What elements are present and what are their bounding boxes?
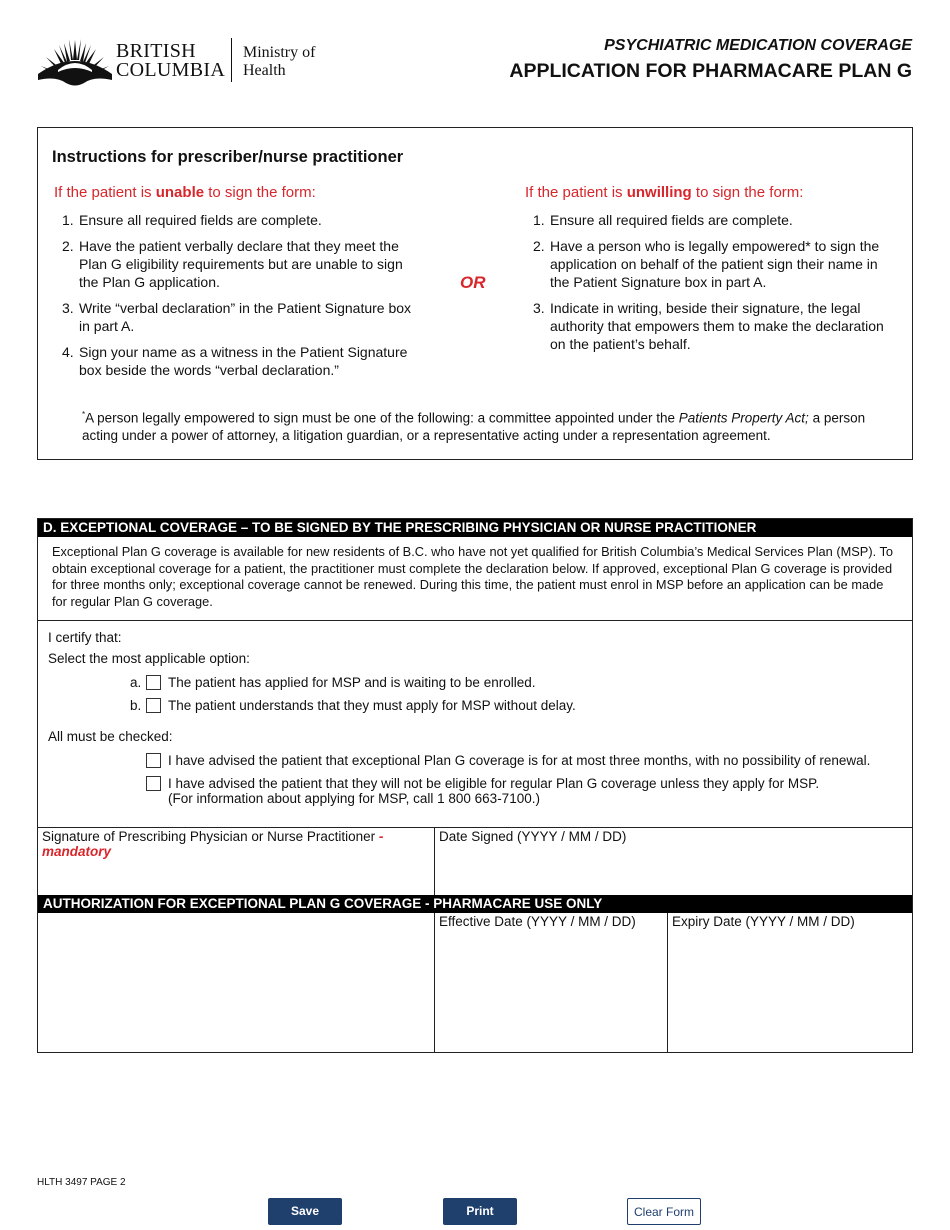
logo-text xyxy=(116,42,225,80)
form-subtitle: PSYCHIATRIC MEDICATION COVERAGE xyxy=(604,37,912,54)
option-a-checkbox[interactable] xyxy=(146,675,161,690)
section-d-heading: D. EXCEPTIONAL COVERAGE – TO BE SIGNED BY THE PRESCRIBING PHYSICIAN OR NURSE PRACTITIONER xyxy=(38,519,912,537)
instructions-box xyxy=(37,127,913,460)
authorization-heading: AUTHORIZATION FOR EXCEPTIONAL PLAN G COVERAGE - PHARMACARE USE ONLY xyxy=(38,895,912,913)
advised-three-months-checkbox[interactable] xyxy=(146,753,161,768)
msp-phone-note: (For information about applying for MSP, call 1 800 663-7100.) xyxy=(168,791,540,806)
unwilling-step: 1. Ensure all required fields are complete. xyxy=(533,212,793,228)
option-b-checkbox[interactable] xyxy=(146,698,161,713)
authorization-fields xyxy=(38,913,912,1053)
option-a-text: The patient has applied for MSP and is waiting to be enrolled. xyxy=(168,675,536,690)
option-a-letter: a. xyxy=(130,675,142,690)
advised-three-months-text: I have advised the patient that exceptional Plan G coverage is for at most three months, with no possibility of renewal. xyxy=(168,753,871,768)
clear-form-button[interactable]: Clear Form xyxy=(627,1198,701,1225)
unable-step: 1. Ensure all required fields are complete. xyxy=(62,212,322,228)
all-checked-label: All must be checked: xyxy=(48,729,173,744)
form-id: HLTH 3497 PAGE 2 xyxy=(37,1177,126,1188)
logo-line1: BRITISH xyxy=(116,40,196,62)
section-d-intro: Exceptional Plan G coverage is available for new residents of B.C. who have not yet qualified for British Columbia’s Medical Services Plan (MSP). To obtain exceptional coverage for a patient, the practitioner must complete the declaration below. If approved, exceptional Plan G coverage is provided for three months only; exceptional coverage cannot be renewed. During this time, the patient must enrol in MSP before an application can be made for regular Plan G coverage. xyxy=(38,537,912,621)
form-title: APPLICATION FOR PHARMACARE PLAN G xyxy=(509,60,912,82)
advised-apply-msp xyxy=(146,776,819,806)
certify-label: I certify that: xyxy=(48,630,122,645)
advised-three-months xyxy=(146,753,870,768)
date-signed-field[interactable]: Date Signed (YYYY / MM / DD) xyxy=(439,829,627,844)
ministry-line1: Ministry of xyxy=(243,44,316,61)
unwilling-step: 2. Have a person who is legally empowered* to sign the application on behalf of the patient sign their name in the Patient Signature box in part A. xyxy=(533,238,880,290)
mandatory-label: - mandatory xyxy=(42,829,384,859)
unable-lead: If the patient is unable to sign the form: xyxy=(54,184,316,201)
option-b-text: The patient understands that they must apply for MSP without delay. xyxy=(168,698,576,713)
option-a xyxy=(130,675,535,690)
logo-divider xyxy=(231,38,232,82)
unwilling-step: 3. Indicate in writing, beside their signature, the legal authority that empowers them to make the declaration on the patient’s behalf. xyxy=(533,300,884,352)
sunrise-logo-icon xyxy=(36,36,114,88)
unwilling-column xyxy=(525,184,895,361)
bc-government-logo xyxy=(36,36,336,90)
signature-field[interactable]: Signature of Prescribing Physician or Nurse Practitioner - mandatory xyxy=(38,828,435,896)
or-separator: OR xyxy=(460,273,486,292)
unwilling-lead: If the patient is unwilling to sign the form: xyxy=(525,184,804,201)
ministry-name xyxy=(243,44,315,80)
logo-line2: COLUMBIA xyxy=(116,59,226,81)
effective-date-field[interactable]: Effective Date (YYYY / MM / DD) xyxy=(435,913,668,1053)
unable-step: 3. Write “verbal declaration” in the Patient Signature box in part A. xyxy=(62,300,412,334)
unable-column xyxy=(54,184,424,387)
expiry-date-field[interactable]: Expiry Date (YYYY / MM / DD) xyxy=(672,914,855,929)
advised-apply-msp-text: I have advised the patient that they will not be eligible for regular Plan G coverage unless they apply for MSP. (For information about applying for MSP, call 1 800 663-7100.) xyxy=(168,776,820,806)
save-button[interactable]: Save xyxy=(268,1198,342,1225)
empowered-footnote: *A person legally empowered to sign must be one of the following: a committee appointed under the Patients Property Act; a person acting under a power of attorney, a litigation guardian, or a representative acting under a representation agreement. xyxy=(82,410,866,443)
section-d xyxy=(37,518,913,1053)
option-b xyxy=(130,698,576,713)
instructions-heading: Instructions for prescriber/nurse practitioner xyxy=(52,148,404,166)
advised-apply-msp-checkbox[interactable] xyxy=(146,776,161,791)
print-button[interactable]: Print xyxy=(443,1198,517,1225)
unable-step: 4. Sign your name as a witness in the Patient Signature box beside the words “verbal declaration.” xyxy=(62,344,408,378)
select-option-label: Select the most applicable option: xyxy=(48,651,250,666)
signature-row xyxy=(38,827,912,895)
option-b-letter: b. xyxy=(130,698,142,713)
unable-step: 2. Have the patient verbally declare that they meet the Plan G eligibility requirements but are unable to sign the Plan G application. xyxy=(62,238,403,290)
ministry-line2: Health xyxy=(243,62,286,79)
authorization-blank-field xyxy=(38,913,435,1053)
